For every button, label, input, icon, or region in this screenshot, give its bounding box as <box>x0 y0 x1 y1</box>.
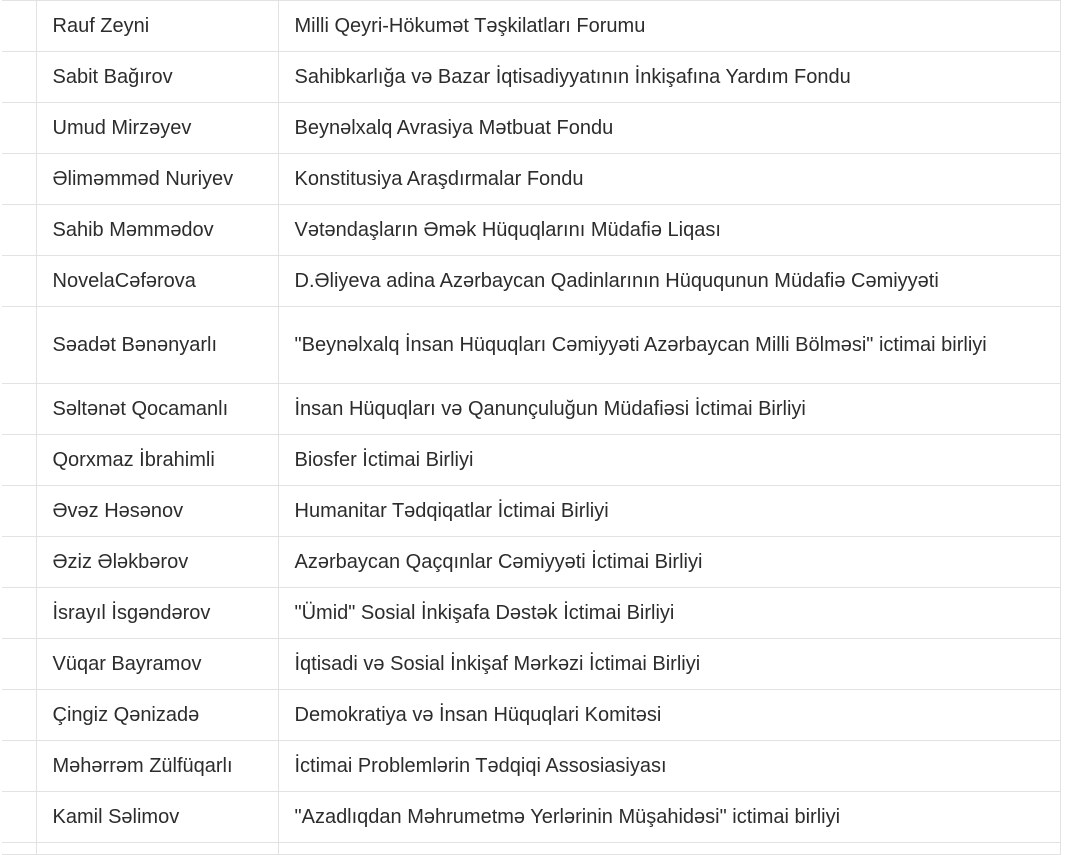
table-row <box>2 256 1060 307</box>
members-table <box>2 0 1061 855</box>
person-name-cell: İsrayıl İsgəndərov <box>36 588 278 639</box>
table-row <box>2 741 1060 792</box>
row-marker-cell <box>2 52 36 103</box>
members-table-container <box>2 0 1060 855</box>
table-row-partial <box>2 843 1060 855</box>
row-marker-cell <box>2 307 36 384</box>
person-name-cell: Əziz Ələkbərov <box>36 537 278 588</box>
table-row <box>2 384 1060 435</box>
row-marker-cell <box>2 588 36 639</box>
person-name-cell: Çingiz Qənizadə <box>36 690 278 741</box>
person-name-cell: Əliməmməd Nuriyev <box>36 154 278 205</box>
organization-cell: "Beynəlxalq İnsan Hüquqları Cəmiyyəti Azərbaycan Milli Bölməsi" ictimai birliyi <box>278 307 1060 384</box>
organization-cell <box>278 843 1060 855</box>
person-name-cell: Umud Mirzəyev <box>36 103 278 154</box>
person-name-cell: NovelaCəfərova <box>36 256 278 307</box>
row-marker-cell <box>2 154 36 205</box>
row-marker-cell <box>2 741 36 792</box>
table-row <box>2 1 1060 52</box>
organization-cell: Konstitusiya Araşdırmalar Fondu <box>278 154 1060 205</box>
row-marker-cell <box>2 537 36 588</box>
table-row <box>2 588 1060 639</box>
table-row <box>2 307 1060 384</box>
row-marker-cell <box>2 792 36 843</box>
person-name-cell: Vüqar Bayramov <box>36 639 278 690</box>
person-name-cell: Səltənət Qocamanlı <box>36 384 278 435</box>
table-row <box>2 154 1060 205</box>
row-marker-cell <box>2 639 36 690</box>
person-name-cell <box>36 843 278 855</box>
organization-cell: İctimai Problemlərin Tədqiqi Assosiasiyası <box>278 741 1060 792</box>
row-marker-cell <box>2 103 36 154</box>
organization-cell: "Azadlıqdan Məhrumetmə Yerlərinin Müşahidəsi" ictimai birliyi <box>278 792 1060 843</box>
organization-cell: Sahibkarlığa və Bazar İqtisadiyyatının İnkişafına Yardım Fondu <box>278 52 1060 103</box>
table-row <box>2 52 1060 103</box>
organization-cell: Biosfer İctimai Birliyi <box>278 435 1060 486</box>
organization-cell: Humanitar Tədqiqatlar İctimai Birliyi <box>278 486 1060 537</box>
table-row <box>2 537 1060 588</box>
row-marker-cell <box>2 843 36 855</box>
person-name-cell: Əvəz Həsənov <box>36 486 278 537</box>
organization-cell: Azərbaycan Qaçqınlar Cəmiyyəti İctimai Birliyi <box>278 537 1060 588</box>
table-row <box>2 639 1060 690</box>
person-name-cell: Səadət Bənənyarlı <box>36 307 278 384</box>
person-name-cell: Məhərrəm Zülfüqarlı <box>36 741 278 792</box>
table-row <box>2 486 1060 537</box>
organization-cell: İqtisadi və Sosial İnkişaf Mərkəzi İctimai Birliyi <box>278 639 1060 690</box>
table-row <box>2 103 1060 154</box>
table-row <box>2 690 1060 741</box>
organization-cell: Demokratiya və İnsan Hüquqlari Komitəsi <box>278 690 1060 741</box>
organization-cell: Milli Qeyri-Hökumət Təşkilatları Forumu <box>278 1 1060 52</box>
organization-cell: Vətəndaşların Əmək Hüquqlarını Müdafiə Liqası <box>278 205 1060 256</box>
organization-cell: "Ümid" Sosial İnkişafa Dəstək İctimai Birliyi <box>278 588 1060 639</box>
table-row <box>2 435 1060 486</box>
row-marker-cell <box>2 486 36 537</box>
row-marker-cell <box>2 435 36 486</box>
table-row <box>2 792 1060 843</box>
table-row <box>2 205 1060 256</box>
person-name-cell: Qorxmaz İbrahimli <box>36 435 278 486</box>
person-name-cell: Rauf Zeyni <box>36 1 278 52</box>
organization-cell: İnsan Hüquqları və Qanunçuluğun Müdafiəsi İctimai Birliyi <box>278 384 1060 435</box>
person-name-cell: Kamil Səlimov <box>36 792 278 843</box>
row-marker-cell <box>2 205 36 256</box>
organization-cell: D.Əliyeva adina Azərbaycan Qadinlarının Hüququnun Müdafiə Cəmiyyəti <box>278 256 1060 307</box>
person-name-cell: Sahib Məmmədov <box>36 205 278 256</box>
person-name-cell: Sabit Bağırov <box>36 52 278 103</box>
row-marker-cell <box>2 256 36 307</box>
organization-cell: Beynəlxalq Avrasiya Mətbuat Fondu <box>278 103 1060 154</box>
row-marker-cell <box>2 384 36 435</box>
row-marker-cell <box>2 1 36 52</box>
row-marker-cell <box>2 690 36 741</box>
